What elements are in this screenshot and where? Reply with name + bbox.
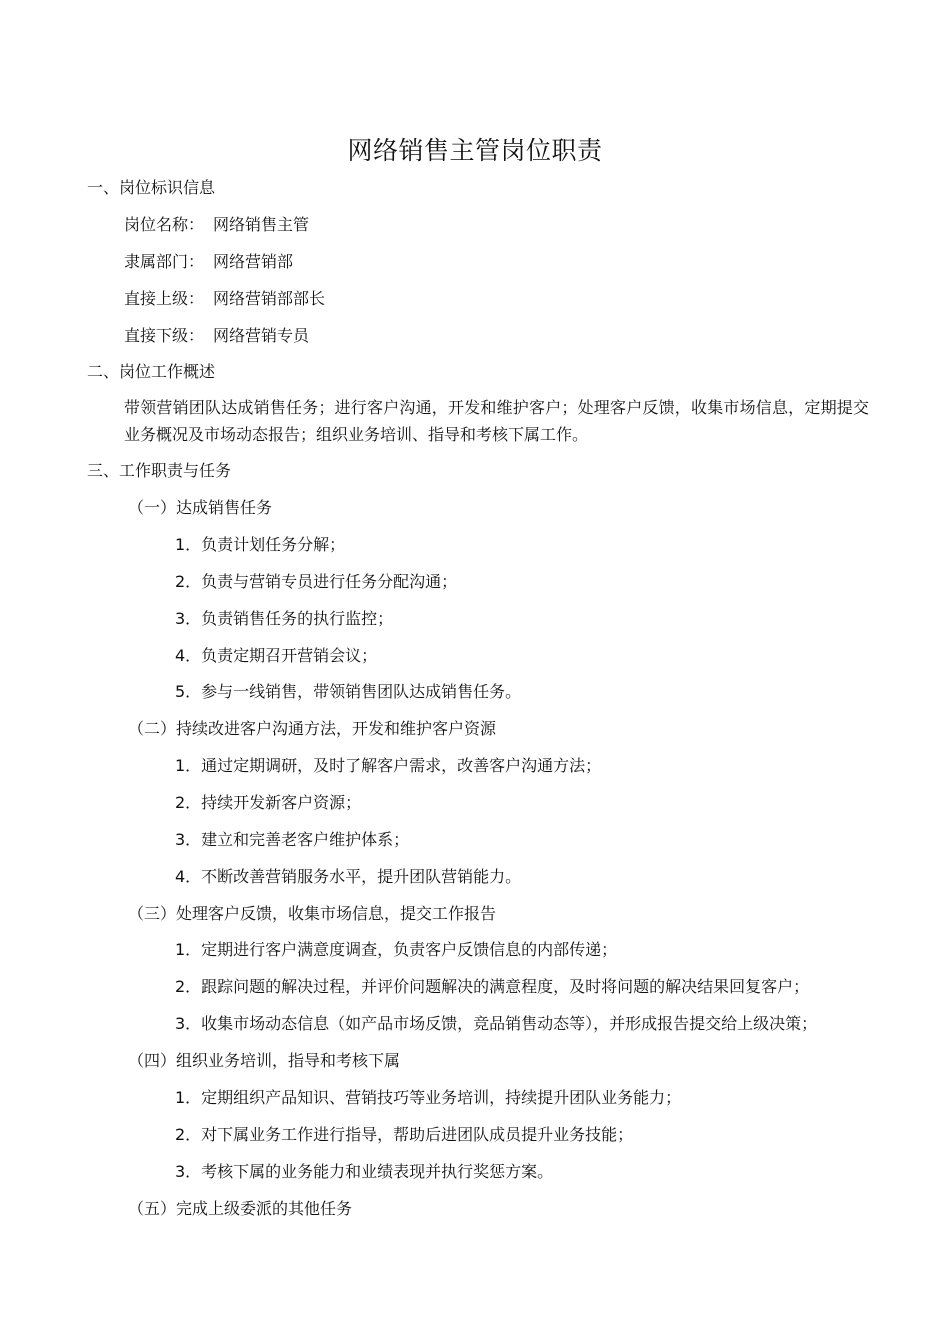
group-1-item: 1．负责计划任务分解； — [175, 535, 346, 554]
field-value: 网络营销专员 — [213, 326, 310, 345]
section-2-body: 带领营销团队达成销售任务；进行客户沟通，开发和维护客户；处理客户反馈，收集市场信息，定期提交业务概况及市场动态报告；组织业务培训、指导和考核下属工作。 — [124, 398, 869, 444]
section-2-heading: 二、岗位工作概述 — [87, 362, 216, 381]
group-2-title: （二）持续改进客户沟通方法，开发和维护客户资源 — [128, 719, 497, 738]
field-direct-superior — [124, 288, 325, 310]
field-label: 直接上级： — [124, 289, 205, 308]
section-3-heading: 三、工作职责与任务 — [87, 461, 232, 480]
group-1-item: 4．负责定期召开营销会议； — [175, 646, 378, 665]
group-4-item: 2．对下属业务工作进行指导，帮助后进团队成员提升业务技能； — [175, 1125, 634, 1144]
group-3-item: 1．定期进行客户满意度调查，负责客户反馈信息的内部传递； — [175, 940, 618, 959]
group-1-item: 5．参与一线销售，带领销售团队达成销售任务。 — [175, 682, 522, 701]
group-4-title: （四）组织业务培训，指导和考核下属 — [128, 1051, 401, 1070]
section-1-heading: 一、岗位标识信息 — [87, 178, 216, 197]
group-1-item: 2．负责与营销专员进行任务分配沟通； — [175, 572, 458, 591]
group-3-item: 2．跟踪问题的解决过程，并评价问题解决的满意程度，及时将问题的解决结果回复客户； — [175, 977, 810, 996]
group-4-item: 3．考核下属的业务能力和业绩表现并执行奖惩方案。 — [175, 1162, 554, 1181]
group-3-title: （三）处理客户反馈，收集市场信息，提交工作报告 — [128, 904, 497, 923]
group-1-item: 3．负责销售任务的执行监控； — [175, 609, 394, 628]
group-2-item: 2．持续开发新客户资源； — [175, 793, 362, 812]
group-2-item: 4．不断改善营销服务水平，提升团队营销能力。 — [175, 867, 522, 886]
group-3-item: 3．收集市场动态信息（如产品市场反馈，竞品销售动态等），并形成报告提交给上级决策； — [175, 1014, 818, 1033]
field-direct-subordinate — [124, 325, 309, 347]
group-4-item: 1．定期组织产品知识、营销技巧等业务培训，持续提升团队业务能力； — [175, 1088, 682, 1107]
field-value: 网络营销部 — [213, 252, 294, 271]
field-value: 网络营销部部长 — [213, 289, 326, 308]
document-title: 网络销售主管岗位职责 — [347, 136, 603, 165]
field-position-name — [124, 214, 309, 236]
field-value: 网络销售主管 — [213, 215, 310, 234]
field-department — [124, 251, 293, 273]
group-1-title: （一）达成销售任务 — [128, 498, 273, 517]
field-label: 直接下级： — [124, 326, 205, 345]
group-5-title: （五）完成上级委派的其他任务 — [128, 1199, 353, 1218]
group-2-item: 3．建立和完善老客户维护体系； — [175, 830, 410, 849]
field-label: 隶属部门： — [124, 252, 205, 271]
field-label: 岗位名称： — [124, 215, 205, 234]
group-2-item: 1．通过定期调研，及时了解客户需求，改善客户沟通方法； — [175, 756, 602, 775]
